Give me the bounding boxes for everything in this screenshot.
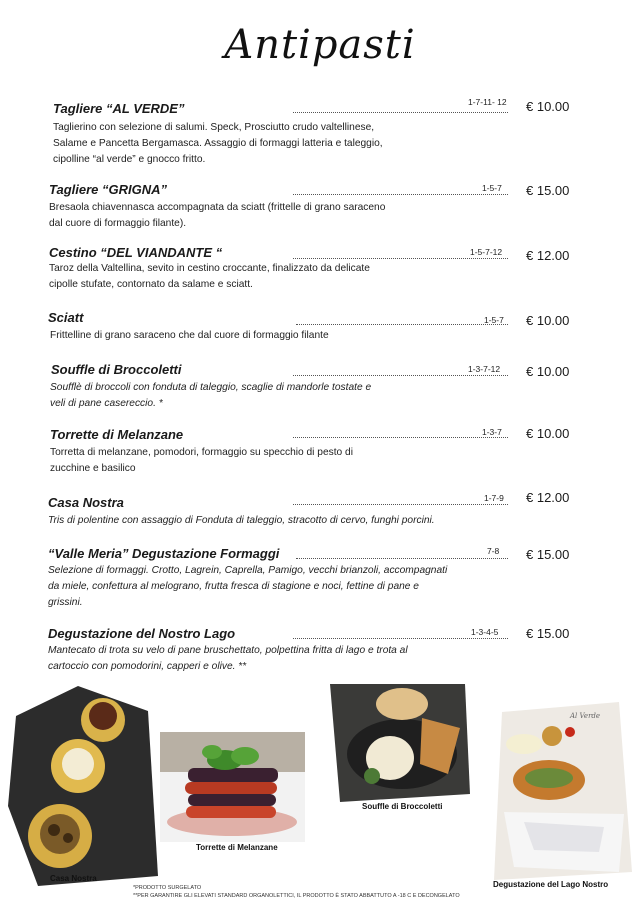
plate-logo: Al Verde [570,712,601,720]
allergen-codes: 1-7-11- 12 [468,97,507,107]
leader-dots [293,112,508,113]
item-description: Mantecato di trota su velo di pane bruschettato, polpettina fritta di lago e trota al cartoccio con pomodorini, capperi e olive. ** [48,645,408,672]
item-name: Tagliere “AL VERDE” [53,101,185,116]
item-price: € 12.00 [526,490,570,505]
caption-torrette: Torrette di Melanzane [196,843,278,852]
item-name: Casa Nostra [48,495,124,510]
caption-souffle: Souffle di Broccoletti [362,802,443,811]
item-description: Torretta di melanzane, pomodori, formaggio su specchio di pesto di zucchine e basilico [50,447,353,474]
allergen-codes: 1-5-7 [482,183,502,193]
caption-lago: Degustazione del Lago Nostro [493,880,609,889]
item-price: € 15.00 [526,626,570,641]
caption-casa-nostra: Casa Nostra [50,874,97,883]
footnotes [133,884,460,900]
item-name: Sciatt [48,310,84,325]
allergen-codes: 1-3-7 [482,427,502,437]
item-description: Tris di polentine con assaggio di Fonduta di taleggio, stracotto di cervo, funghi porcini. [48,515,435,526]
item-price: € 10.00 [526,313,570,328]
item-description: Frittelline di grano saraceno che dal cuore di formaggio filante [50,330,329,341]
allergen-codes: 1-3-7-12 [468,364,501,374]
item-name: Tagliere “GRIGNA” [49,182,167,197]
allergen-codes: 1-5-7 [484,315,504,325]
item-price: € 10.00 [526,99,570,114]
item-description: Selezione di formaggi. Crotto, Lagrein, Caprella, Pamigo, vecchi brianzoli, accompagnati da miele, confettura al melograno, frutta fresca di stagione e noci, fettine di pane e grissini. [48,565,448,608]
item-name: Cestino “DEL VIANDANTE “ [49,245,223,260]
item-name: Souffle di Broccoletti [51,362,182,377]
allergen-codes: 1-3-4-5 [471,627,499,637]
item-price: € 10.00 [526,426,570,441]
leader-dots [293,638,508,639]
footnote-2: **PER GARANTIRE GLI ELEVATI STANDARD ORGANOLETTICI, IL PRODOTTO È STATO ABBATTUTO A -18 C E DECONGELATO [133,893,460,899]
item-name: “Valle Meria” Degustazione Formaggi [48,546,280,561]
photo-lago [494,702,632,880]
item-price: € 10.00 [526,364,570,379]
allergen-codes: 7-8 [487,546,500,556]
leader-dots [293,194,508,195]
leader-dots [293,375,508,376]
item-price: € 12.00 [526,248,570,263]
leader-dots [296,558,508,559]
item-name: Torrette di Melanzane [50,427,184,442]
item-price: € 15.00 [526,547,570,562]
leader-dots [293,258,508,259]
page-title: Antipasti [224,22,416,68]
allergen-codes: 1-5-7-12 [470,247,503,257]
leader-dots [293,504,508,505]
allergen-codes: 1-7-9 [484,493,504,503]
leader-dots [293,437,508,438]
item-price: € 15.00 [526,183,570,198]
item-description: Taglierino con selezione di salumi. Speck, Prosciutto crudo valtellinese, Salame e Pancetta Bergamasca. Assaggio di formaggi latteria e taleggio, cipolline “al verde” e gnocco fritto. [53,122,383,165]
item-name: Degustazione del Nostro Lago [48,626,236,641]
photo-souffle [330,684,470,802]
leader-dots [296,324,508,325]
item-description: Soufflè di broccoli con fonduta di taleggio, scaglie di mandorle tostate e veli di pane casereccio. * [50,382,372,409]
photo-casa-nostra [8,686,158,886]
item-description: Taroz della Valtellina, sevito in cestino croccante, finalizzato da delicate cipolle stufate, contornato da salame e sciatt. [49,263,370,290]
photo-torrette [160,722,305,842]
item-description: Bresaola chiavennasca accompagnata da sciatt (frittelle di grano saraceno dal cuore di formaggio filante). [49,202,386,229]
footnote-1: *PRODOTTO SURGELATO [133,885,202,891]
